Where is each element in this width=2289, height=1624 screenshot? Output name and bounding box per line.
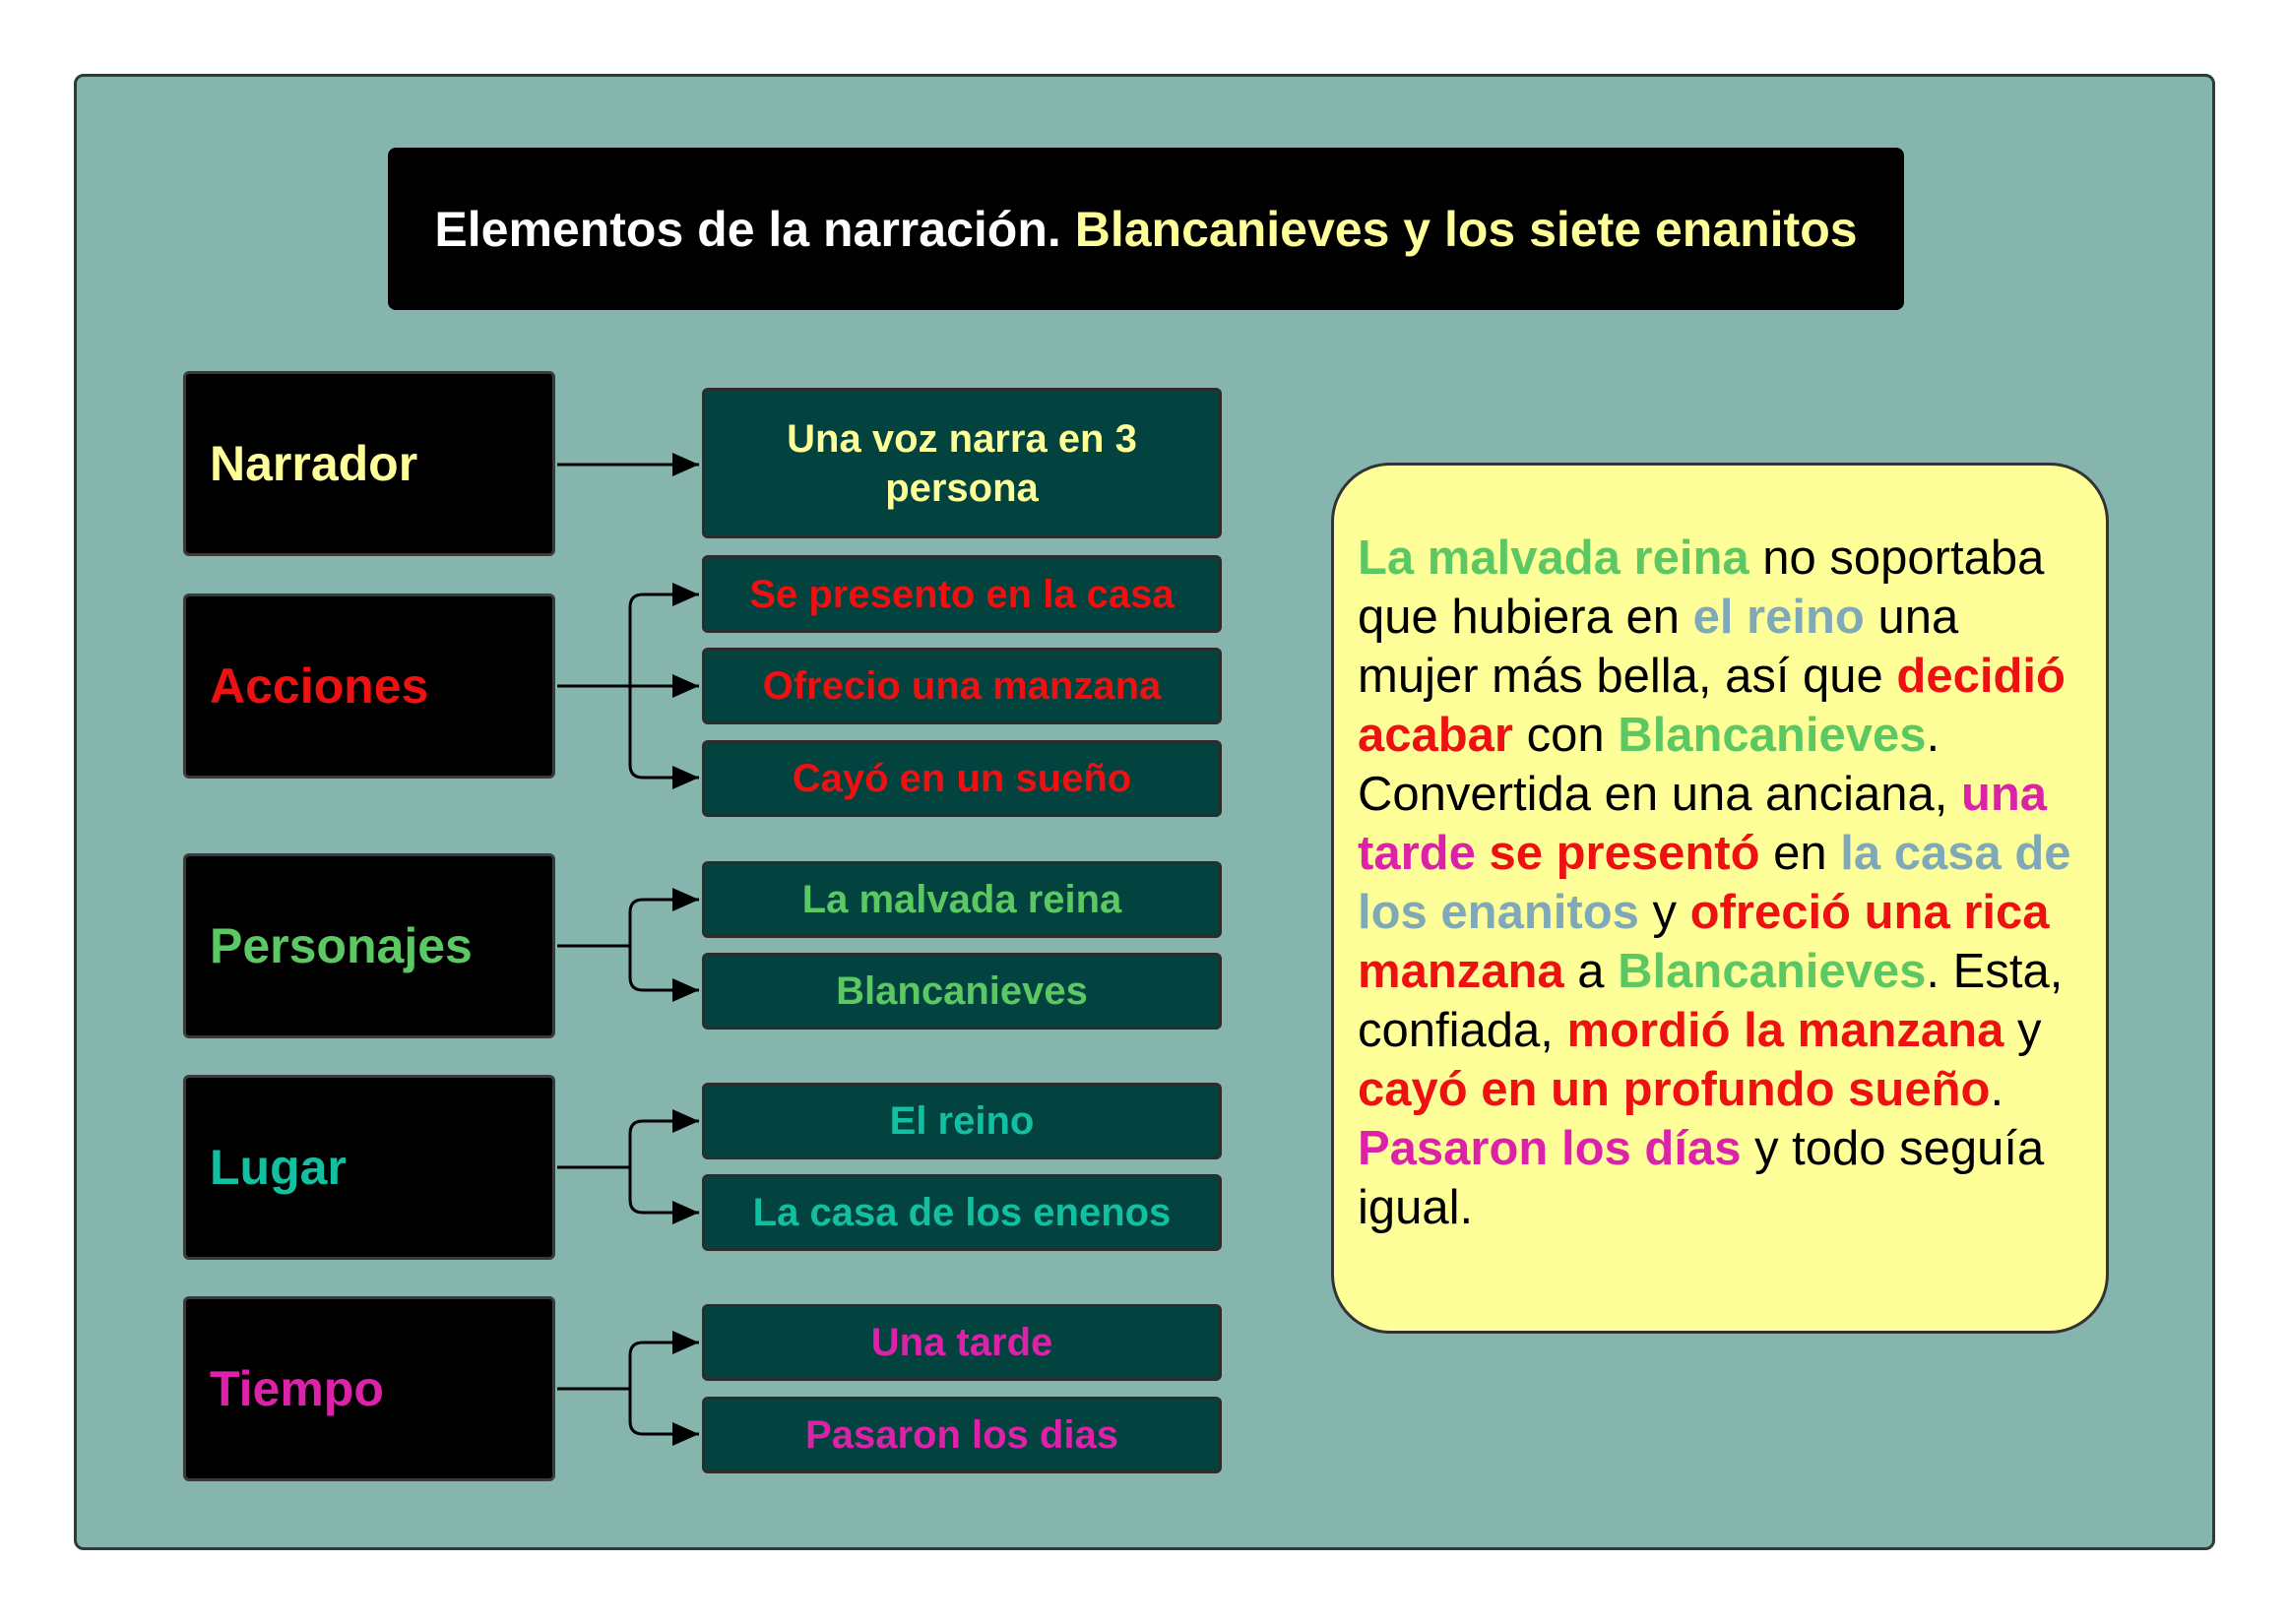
story-text: . Esta, confiada, (1358, 945, 2064, 1057)
category-tiempo (183, 1296, 555, 1481)
category-lugar (183, 1075, 555, 1260)
leaf-tiempo-1 (702, 1304, 1222, 1381)
leaf-label: Una voz narra en 3 persona (787, 416, 1137, 510)
story-place: el reino (1692, 591, 1865, 644)
story-text: una mujer más bella, así que (1358, 591, 1959, 703)
connector-tiempo-1 (630, 1343, 699, 1389)
story-action: cayó en un profundo sueño (1358, 1063, 1991, 1116)
story-character: Blancanieves (1618, 945, 1927, 998)
category-label: Tiempo (210, 1361, 384, 1416)
story-text: en (1759, 827, 1841, 880)
leaf-personajes-1 (702, 861, 1222, 938)
leaf-personajes-2 (702, 953, 1222, 1030)
category-label: Personajes (210, 918, 473, 973)
leaf-lugar-1 (702, 1083, 1222, 1159)
category-personajes (183, 853, 555, 1038)
story-box (1331, 463, 2109, 1334)
category-narrador (183, 371, 555, 556)
story-text: y (2003, 1004, 2042, 1057)
story-text: a (1563, 945, 1619, 998)
leaf-label: La malvada reina (801, 878, 1122, 921)
connector-tiempo-2 (630, 1389, 699, 1434)
category-label: Acciones (210, 658, 429, 714)
leaf-label: Pasaron los dias (805, 1413, 1118, 1457)
leaf-acciones-1 (702, 555, 1222, 633)
category-label: Narrador (210, 436, 418, 491)
title-prefix: Elementos de la narración. (434, 201, 1061, 257)
leaf-label: El reino (889, 1099, 1035, 1143)
leaf-label: Se presento en la casa (749, 572, 1175, 616)
leaf-acciones-2 (702, 648, 1222, 724)
leaf-acciones-3 (702, 740, 1222, 817)
story-place: la casa de los enanitos (1358, 827, 2071, 939)
story-action: ofreció una rica manzana (1358, 886, 2050, 998)
story-action: decidió acabar (1358, 650, 2066, 762)
story-action: mordió la manzana (1566, 1004, 2004, 1057)
connector-lugar-2 (630, 1167, 699, 1213)
story-text: . Convertida en una anciana, (1358, 709, 1961, 821)
story-text: con (1513, 709, 1619, 762)
story-text: y todo seguía igual. (1358, 1122, 2045, 1234)
story-character: Blancanieves (1618, 709, 1927, 762)
leaf-label: Una tarde (870, 1321, 1053, 1364)
leaf-label: Ofrecio una manzana (762, 664, 1162, 708)
connector-personajes-2 (630, 946, 699, 990)
story-action: se presentó (1489, 827, 1760, 880)
story-text: y (1638, 886, 1690, 939)
title-highlight: Blancanieves y los siete enanitos (1074, 201, 1858, 257)
leaf-lugar-2 (702, 1174, 1222, 1251)
leaf-label: La casa de los enenos (752, 1191, 1172, 1234)
story-text (1476, 827, 1490, 880)
connector-acciones-1 (630, 594, 699, 686)
category-label: Lugar (210, 1140, 347, 1195)
leaf-narrador-1 (702, 388, 1222, 538)
story-time: una tarde (1358, 768, 2048, 880)
leaf-label: Blancanieves (836, 969, 1088, 1013)
connector-lugar-1 (630, 1121, 699, 1167)
story-text: . (1990, 1063, 2004, 1116)
connector-acciones-3 (630, 686, 699, 778)
story-time: Pasaron los días (1358, 1122, 1742, 1175)
story-text: no soportaba que hubiera en (1358, 531, 2045, 644)
story-character: La malvada reina (1358, 531, 1749, 585)
connector-personajes-1 (630, 900, 699, 946)
category-acciones (183, 593, 555, 779)
leaf-tiempo-2 (702, 1397, 1222, 1473)
leaf-label: Cayó en un sueño (792, 757, 1132, 800)
